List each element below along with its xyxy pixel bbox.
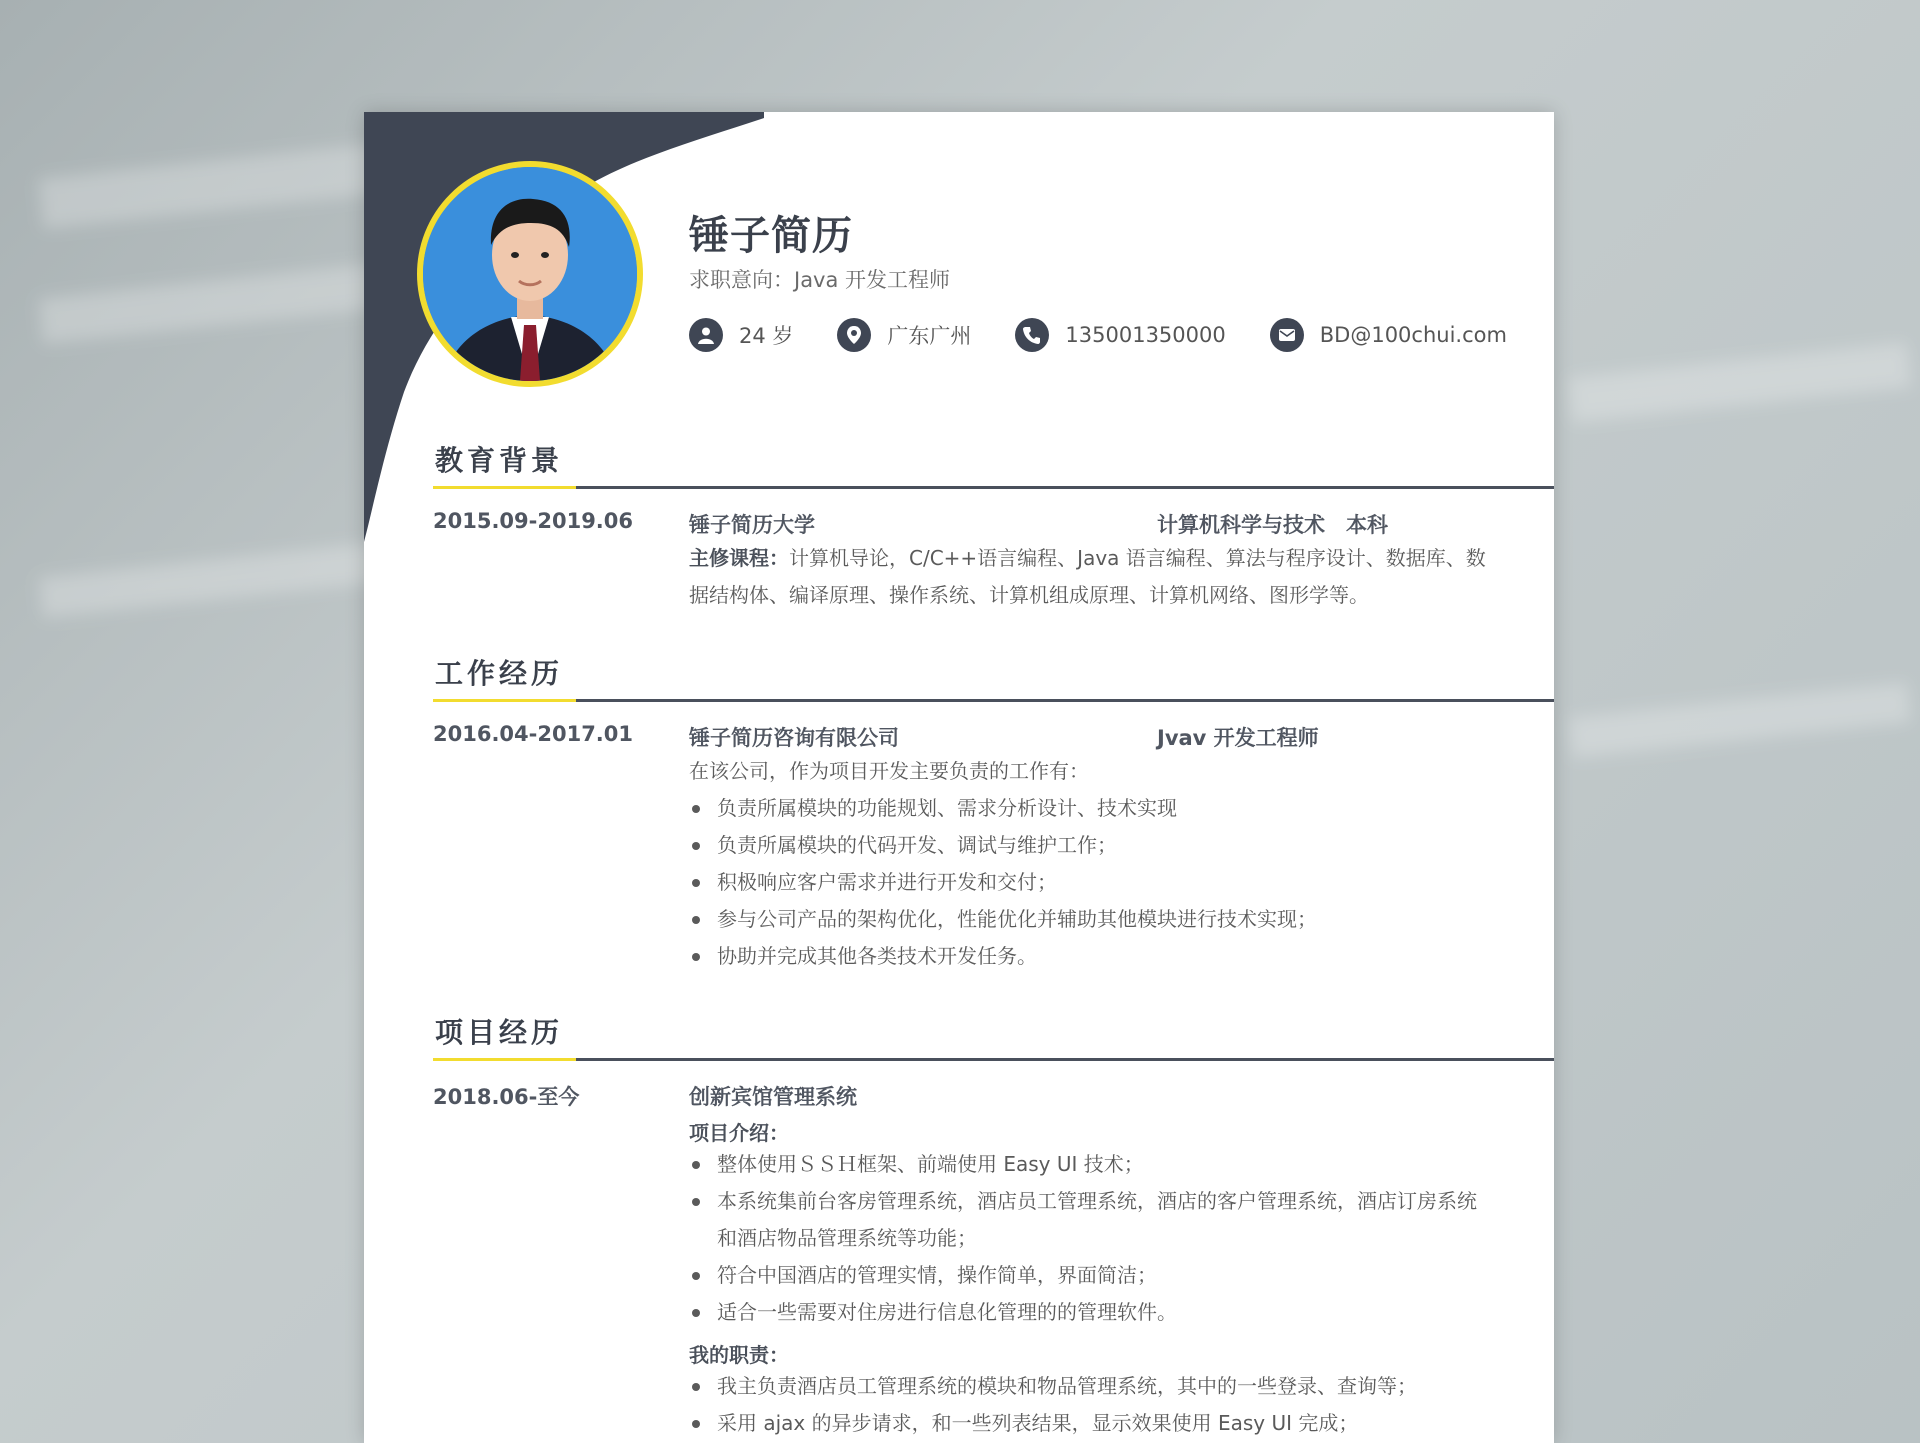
work-divider [433, 699, 1554, 702]
list-item: 参与公司产品的架构优化，性能优化并辅助其他模块进行技术实现； [689, 901, 1489, 938]
info-phone [1015, 318, 1225, 352]
email-text[interactable]: BD@100chui.com [1319, 323, 1507, 347]
education-divider [433, 486, 1554, 489]
work-date: 2016.04-2017.01 [433, 722, 634, 746]
education-school: 锤子简历大学 [689, 513, 815, 537]
candidate-name: 锤子简历 [689, 213, 853, 259]
project-date: 2018.06-至今 [433, 1085, 580, 1109]
job-intent: 求职意向：Java 开发工程师 [689, 268, 951, 292]
list-item: 协助并完成其他各类技术开发任务。 [689, 938, 1489, 975]
age-text: 24 岁 [739, 324, 794, 348]
avatar [417, 161, 643, 387]
info-location [837, 318, 971, 352]
work-title: 工作经历 [435, 657, 564, 690]
list-item: 我主负责酒店员工管理系统的模块和物品管理系统，其中的一些登录、查询等； [689, 1368, 1489, 1405]
work-intro: 在该公司，作为项目开发主要负责的工作有： [689, 759, 1089, 783]
project-intro-list [689, 1146, 1489, 1331]
work-position: Jvav 开发工程师 [1157, 726, 1319, 750]
project-duty-list [689, 1368, 1489, 1442]
list-item: 适合一些需要对住房进行信息化管理的的管理软件。 [689, 1294, 1489, 1331]
list-item: 负责所属模块的代码开发、调试与维护工作； [689, 827, 1489, 864]
phone-icon [1015, 318, 1049, 352]
info-email [1270, 318, 1507, 352]
work-duties [689, 790, 1489, 975]
list-item: 采用 ajax 的异步请求，和一些列表结果，显示效果使用 Easy UI 完成； [689, 1405, 1489, 1442]
project-name: 创新宾馆管理系统 [689, 1085, 857, 1109]
list-item: 负责所属模块的功能规划、需求分析设计、技术实现 [689, 790, 1489, 827]
list-item: 本系统集前台客房管理系统，酒店员工管理系统，酒店的客户管理系统，酒店订房系统和酒店物品管理系统等功能； [689, 1183, 1489, 1257]
mail-icon [1270, 318, 1304, 352]
courses-label: 主修课程： [689, 546, 789, 570]
resume-page [364, 112, 1554, 1443]
contact-info [689, 318, 1551, 352]
project-divider [433, 1058, 1554, 1061]
phone-text[interactable]: 135001350000 [1065, 323, 1226, 347]
project-duty-label: 我的职责： [689, 1343, 789, 1367]
education-title: 教育背景 [435, 444, 564, 477]
user-icon [689, 318, 723, 352]
education-courses [689, 540, 1489, 614]
location-text: 广东广州 [887, 324, 972, 348]
list-item: 积极响应客户需求并进行开发和交付； [689, 864, 1489, 901]
project-intro-label: 项目介绍： [689, 1121, 789, 1145]
education-date: 2015.09-2019.06 [433, 509, 634, 533]
courses-text: 计算机导论，C/C++语言编程、Java 语言编程、算法与程序设计、数据库、数据结构体、编译原理、操作系统、计算机组成原理、计算机网络、图形学等。 [689, 546, 1486, 607]
location-pin-icon [837, 318, 871, 352]
work-company: 锤子简历咨询有限公司 [689, 726, 899, 750]
info-age [689, 318, 793, 352]
project-title: 项目经历 [435, 1016, 564, 1049]
list-item: 整体使用ＳＳＨ框架、前端使用 Easy UI 技术； [689, 1146, 1489, 1183]
list-item: 符合中国酒店的管理实情，操作简单，界面简洁； [689, 1257, 1489, 1294]
education-major: 计算机科学与技术 本科 [1157, 513, 1388, 537]
